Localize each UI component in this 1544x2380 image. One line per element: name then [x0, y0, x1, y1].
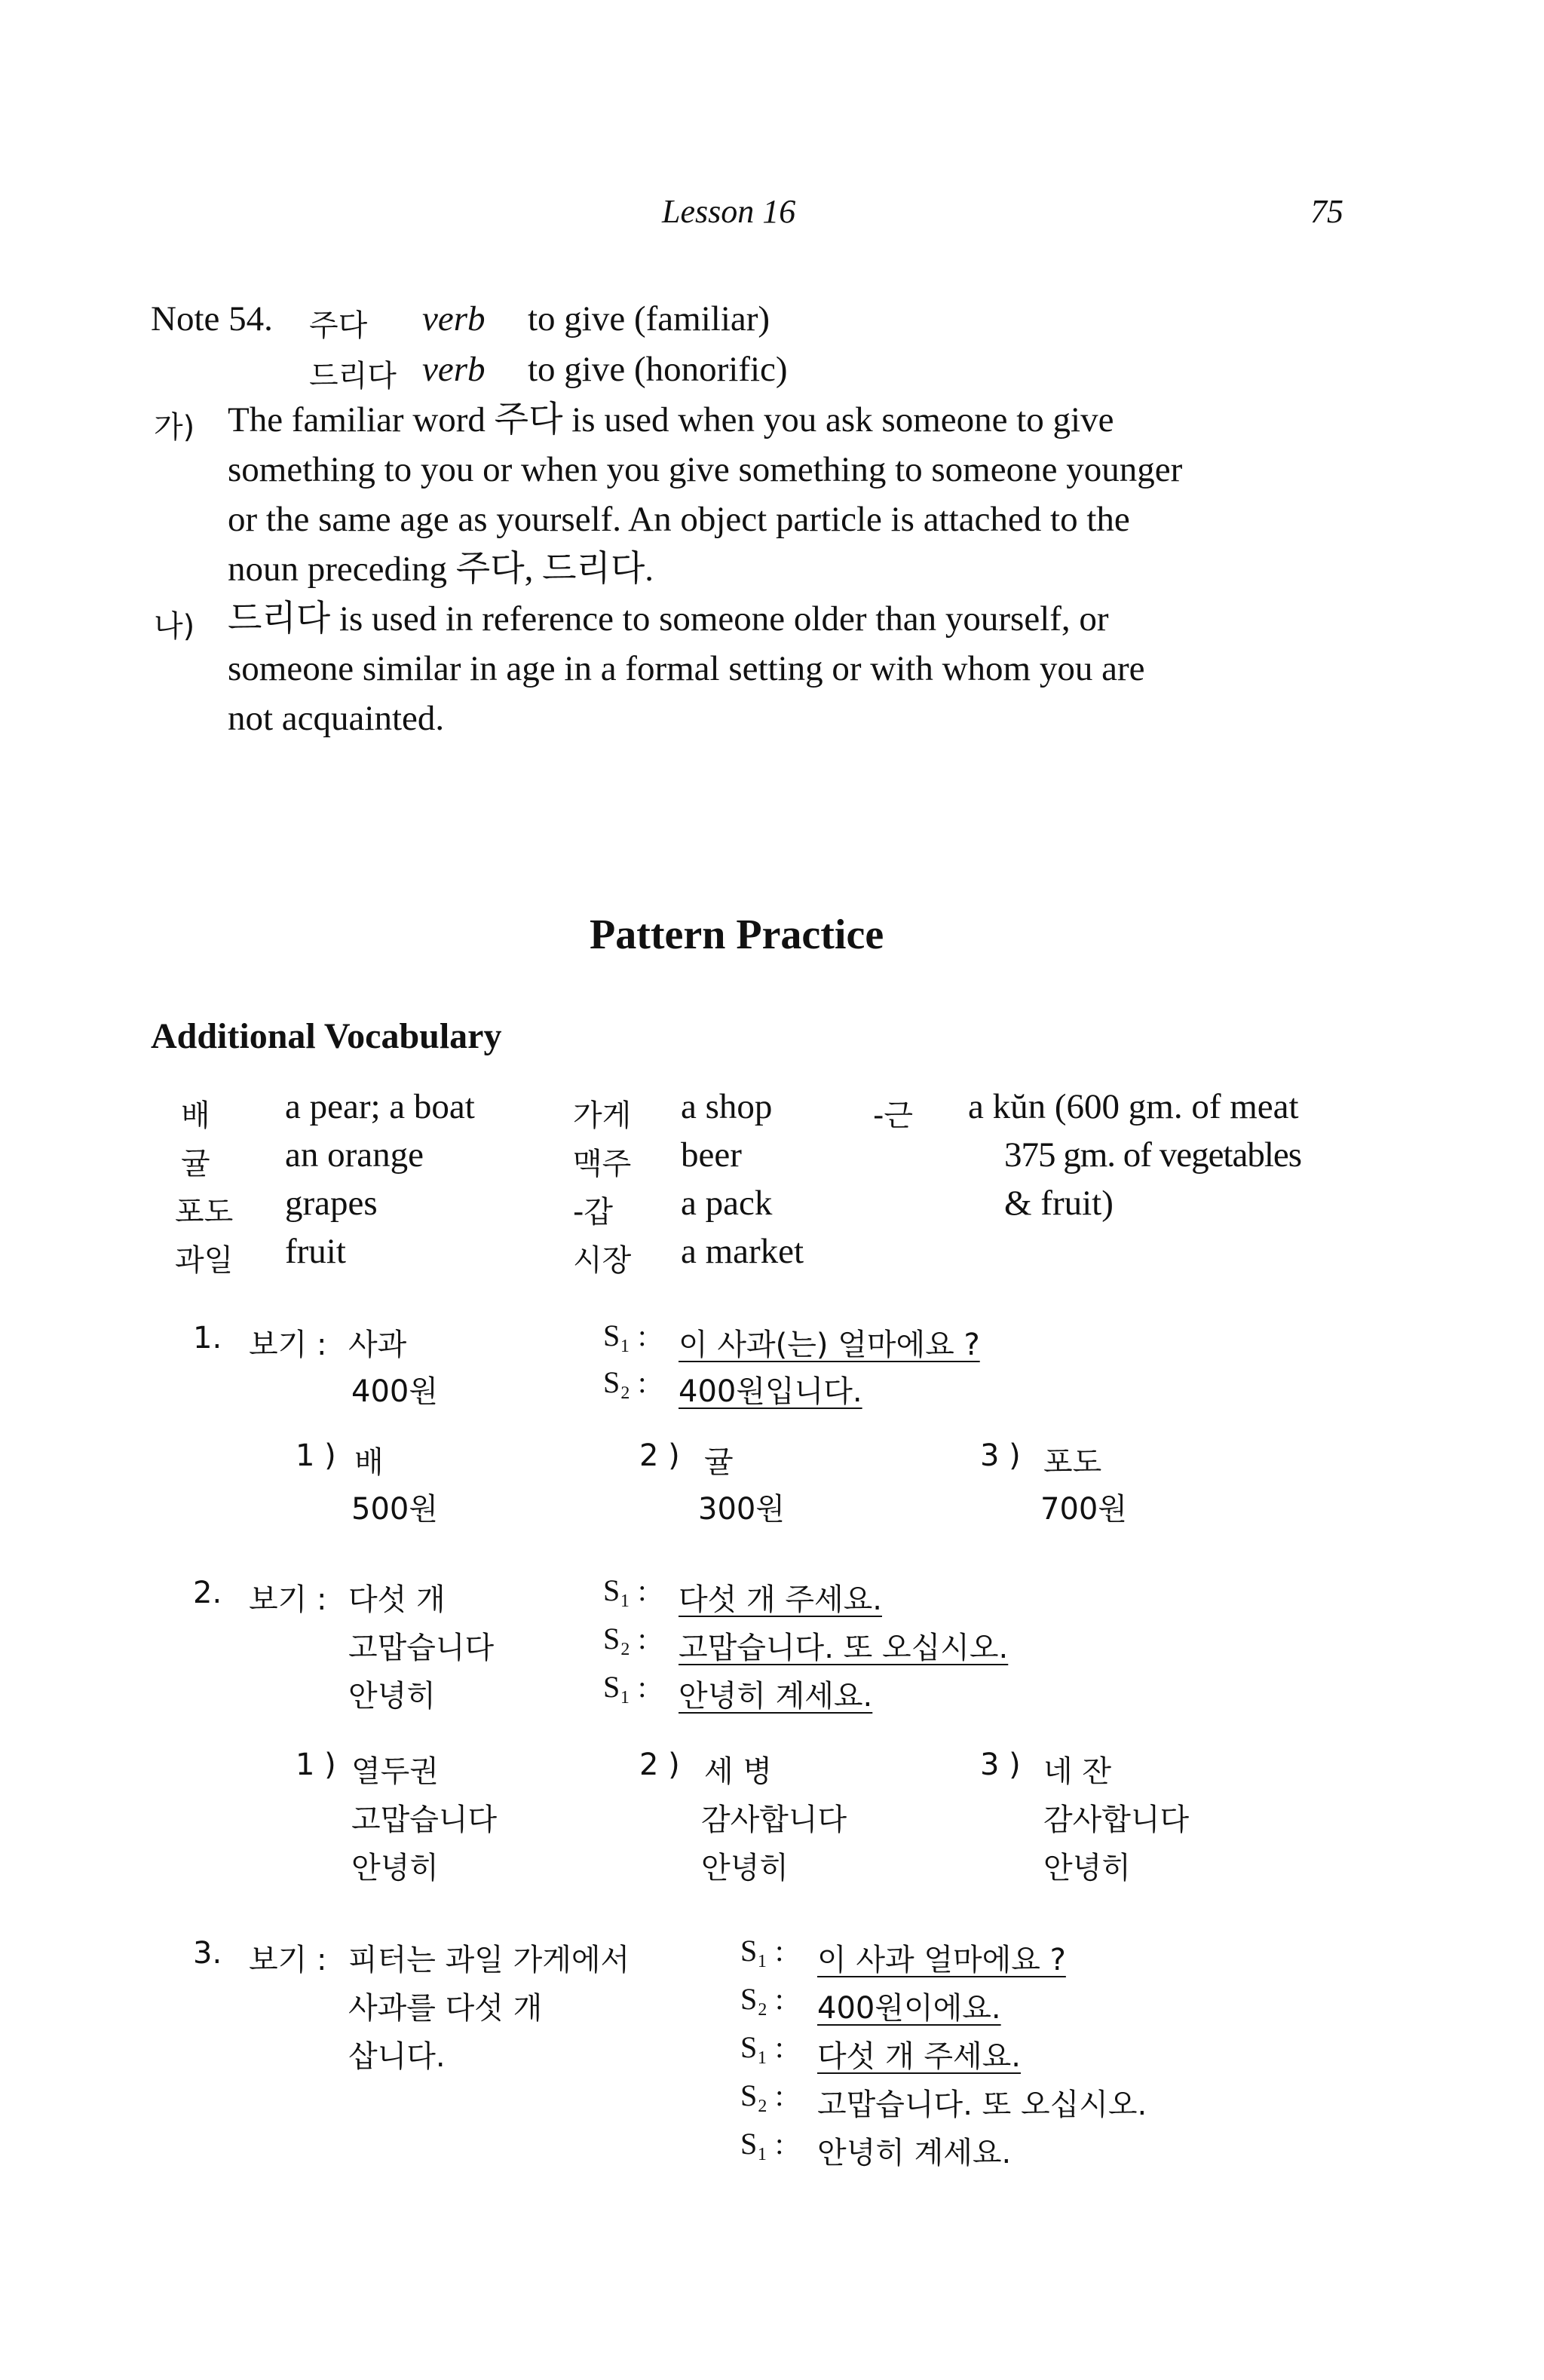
note-item-line: The familiar word 주다 is used when you ask someone to give — [228, 400, 1114, 440]
dialogue-line: 안녕히 계세요. — [679, 1679, 873, 1714]
vocab-ko: 시장 — [573, 1243, 632, 1278]
prompt-line: 고맙습니다 — [348, 1631, 495, 1665]
item-line: 500원 — [351, 1492, 438, 1527]
note-item-line: something to you or when you give something to someone younger — [228, 450, 1183, 489]
page-number: 75 — [1310, 193, 1343, 230]
item-label: 3 ) — [980, 1747, 1021, 1782]
item-label: 3 ) — [980, 1438, 1021, 1473]
item-line: 안녕히 — [701, 1851, 789, 1885]
speaker-label: S₁ : — [603, 1670, 647, 1704]
vocab-ko: -갑 — [573, 1195, 614, 1230]
exercise-number: 2. — [193, 1576, 222, 1610]
item-line: 열두권 — [351, 1754, 439, 1789]
speaker-label: S₂ : — [740, 1982, 784, 2016]
section-title: Pattern Practice — [590, 911, 884, 958]
vocab-en: an orange — [285, 1135, 424, 1175]
item-line: 배 — [354, 1445, 384, 1480]
note-item-line: 드리다 is used in reference to someone older than yourself, or — [228, 599, 1109, 639]
vocab-en: a pear; a boat — [285, 1087, 475, 1126]
item-label: 1 ) — [296, 1747, 336, 1782]
vocab-ko: -근 — [873, 1098, 914, 1133]
item-line: 안녕히 — [1043, 1851, 1131, 1885]
vocab-en: fruit — [285, 1232, 346, 1271]
item-label: 2 ) — [639, 1438, 680, 1473]
dialogue-line: 400원이에요. — [817, 1991, 1001, 2026]
exercise-number: 3. — [193, 1936, 222, 1971]
vocab-en: a market — [681, 1232, 804, 1271]
item-label: 1 ) — [296, 1438, 336, 1473]
bogi-label: 보기 : — [249, 1943, 327, 1977]
note-entry-meaning: to give (familiar) — [528, 299, 770, 338]
note-item-line: not acquainted. — [228, 699, 445, 738]
dialogue-line: 이 사과 얼마에요 ? — [817, 1943, 1066, 1977]
dialogue-line: 400원입니다. — [679, 1374, 862, 1409]
item-line: 안녕히 — [351, 1851, 439, 1885]
prompt-line: 사과를 다섯 개 — [348, 1991, 543, 2026]
note-entry-pos: verb — [422, 299, 486, 338]
bogi-label: 보기 : — [249, 1582, 327, 1617]
dialogue-line: 다섯 개 주세요. — [679, 1582, 882, 1617]
note-item-line: someone similar in age in a formal setting or with whom you are — [228, 649, 1145, 688]
vocab-unit-line: 375 gm. of vegetables — [1004, 1135, 1302, 1175]
dialogue-line: 고맙습니다. 또 오십시오. — [679, 1631, 1009, 1665]
speaker-label: S₁ : — [740, 2030, 784, 2064]
dialogue-line: 고맙습니다. 또 오십시오. — [817, 2087, 1147, 2122]
speaker-label: S₂ : — [603, 1365, 647, 1399]
note-item-marker: 나) — [154, 609, 195, 644]
bogi-label: 보기 : — [249, 1328, 327, 1362]
exercise-number: 1. — [193, 1321, 222, 1355]
speaker-label: S₁ : — [740, 1934, 784, 1968]
vocab-ko: 가게 — [573, 1098, 632, 1133]
speaker-label: S₁ : — [603, 1573, 647, 1607]
prompt-line: 400원 — [351, 1374, 438, 1409]
item-label: 2 ) — [639, 1747, 680, 1782]
note-item-line: or the same age as yourself. An object particle is attached to the — [228, 500, 1130, 539]
dialogue-line: 이 사과(는) 얼마에요 ? — [679, 1328, 980, 1362]
speaker-label: S₂ : — [603, 1622, 647, 1656]
vocab-unit-line: a kŭn (600 gm. of meat — [968, 1087, 1299, 1126]
speaker-label: S₁ : — [603, 1319, 647, 1352]
prompt-line: 삽니다. — [348, 2039, 446, 2074]
item-line: 300원 — [698, 1492, 785, 1527]
item-line: 감사합니다 — [1043, 1803, 1190, 1837]
vocab-en: a pack — [681, 1184, 773, 1223]
dialogue-line: 안녕히 계세요. — [817, 2136, 1012, 2170]
item-line: 감사합니다 — [701, 1803, 847, 1837]
vocab-ko: 배 — [181, 1098, 210, 1133]
item-line: 세 병 — [704, 1754, 772, 1789]
vocab-title: Additional Vocabulary — [151, 1016, 502, 1056]
vocab-ko: 포도 — [175, 1195, 234, 1230]
item-line: 700원 — [1040, 1492, 1127, 1527]
vocab-en: a shop — [681, 1087, 773, 1126]
vocab-ko: 귤 — [181, 1147, 210, 1181]
vocab-ko: 과일 — [175, 1243, 234, 1278]
prompt-line: 안녕히 — [348, 1679, 436, 1714]
dialogue-line: 다섯 개 주세요. — [817, 2039, 1021, 2074]
note-entry-pos: verb — [422, 350, 486, 389]
item-line: 네 잔 — [1043, 1754, 1111, 1789]
note-entry-ko: 주다 — [309, 308, 368, 343]
note-entry-meaning: to give (honorific) — [528, 350, 788, 389]
vocab-en: grapes — [285, 1184, 378, 1223]
speaker-label: S₁ : — [740, 2127, 784, 2161]
vocab-ko: 맥주 — [573, 1147, 632, 1181]
prompt-line: 피터는 과일 가게에서 — [348, 1943, 630, 1977]
note-number: Note 54. — [151, 299, 273, 338]
vocab-unit-line: & fruit) — [1004, 1184, 1114, 1223]
note-item-line: noun preceding 주다, 드리다. — [228, 550, 654, 589]
item-line: 귤 — [704, 1445, 734, 1480]
item-line: 고맙습니다 — [351, 1803, 498, 1837]
running-header-title: Lesson 16 — [662, 193, 796, 230]
item-line: 포도 — [1043, 1445, 1102, 1480]
vocab-en: beer — [681, 1135, 742, 1175]
note-item-marker: 가) — [154, 410, 195, 445]
speaker-label: S₂ : — [740, 2078, 784, 2112]
prompt-line: 다섯 개 — [348, 1582, 446, 1617]
prompt-line: 사과 — [348, 1328, 407, 1362]
note-entry-ko: 드리다 — [309, 359, 397, 394]
